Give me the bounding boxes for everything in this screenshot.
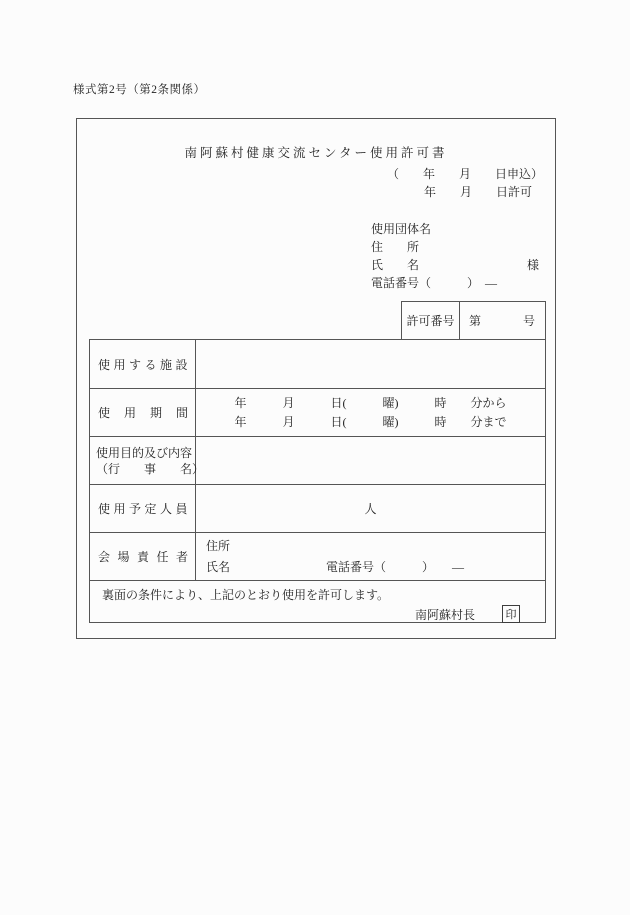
form-code-label: 様式第2号（第2条関係） [73,84,206,96]
applicant-phone-label: 電話番号（ ） ― [371,276,498,290]
permit-number-suffix: 号 [522,314,535,328]
signature-line [90,605,545,623]
facility-value-cell [196,340,545,388]
seal-mark: 印 [502,605,520,623]
date-block [387,165,543,201]
applicant-address-label: 住 所 [371,240,420,254]
period-label: 使用期間 [98,406,203,420]
approval-note-row [90,580,545,622]
attendees-value-cell [196,484,545,532]
attendees-label-cell [90,484,196,532]
manager-label: 会場責任者 [98,550,196,564]
permit-number-table [401,301,546,339]
facility-label-cell [90,340,196,388]
period-to-line: 年 月 日( 曜) 時 分まで [234,414,507,429]
signer-title: 南阿蘇村長 [414,607,475,622]
period-from-line: 年 月 日( 曜) 時 分から [234,395,507,410]
permit-number-value-cell [460,302,545,339]
attendees-label: 使用予定人員 [98,502,192,516]
permit-form-frame [76,118,556,639]
period-value-cell [196,388,545,436]
period-label-cell [90,388,203,436]
applicant-group-name-label: 使用団体名 [371,222,432,236]
applicant-name-line [371,256,539,274]
manager-label-cell [90,532,196,580]
approval-date-line: 年 月 日許可 [423,185,532,199]
purpose-value-cell [196,436,545,484]
applicant-name-label: 氏 名 [371,258,420,272]
permit-number-prefix: 第 [469,314,482,328]
facility-label: 使用する施設 [98,357,192,372]
honorific-label: 様 [526,258,539,272]
approval-note: 裏面の条件により、上記のとおり使用を許可します。 [102,588,390,602]
manager-name-phone-line: 氏名 電話番号（ ） ― [206,559,465,574]
form-title: 南阿蘇村健康交流センター使用許可書 [184,146,448,160]
purpose-label-line2: （行 事 名） [96,461,205,476]
application-date-line: （ 年 月 日申込） [386,167,543,181]
attendees-unit: 人 [364,502,377,516]
applicant-block [371,220,539,292]
manager-value-cell [196,532,545,580]
manager-address-label: 住所 [206,538,231,553]
purpose-label-cell [90,436,205,484]
usage-table [89,339,546,623]
purpose-label-line1: 使用目的及び内容 [96,445,193,460]
permit-number-label: 許可番号 [402,302,460,339]
